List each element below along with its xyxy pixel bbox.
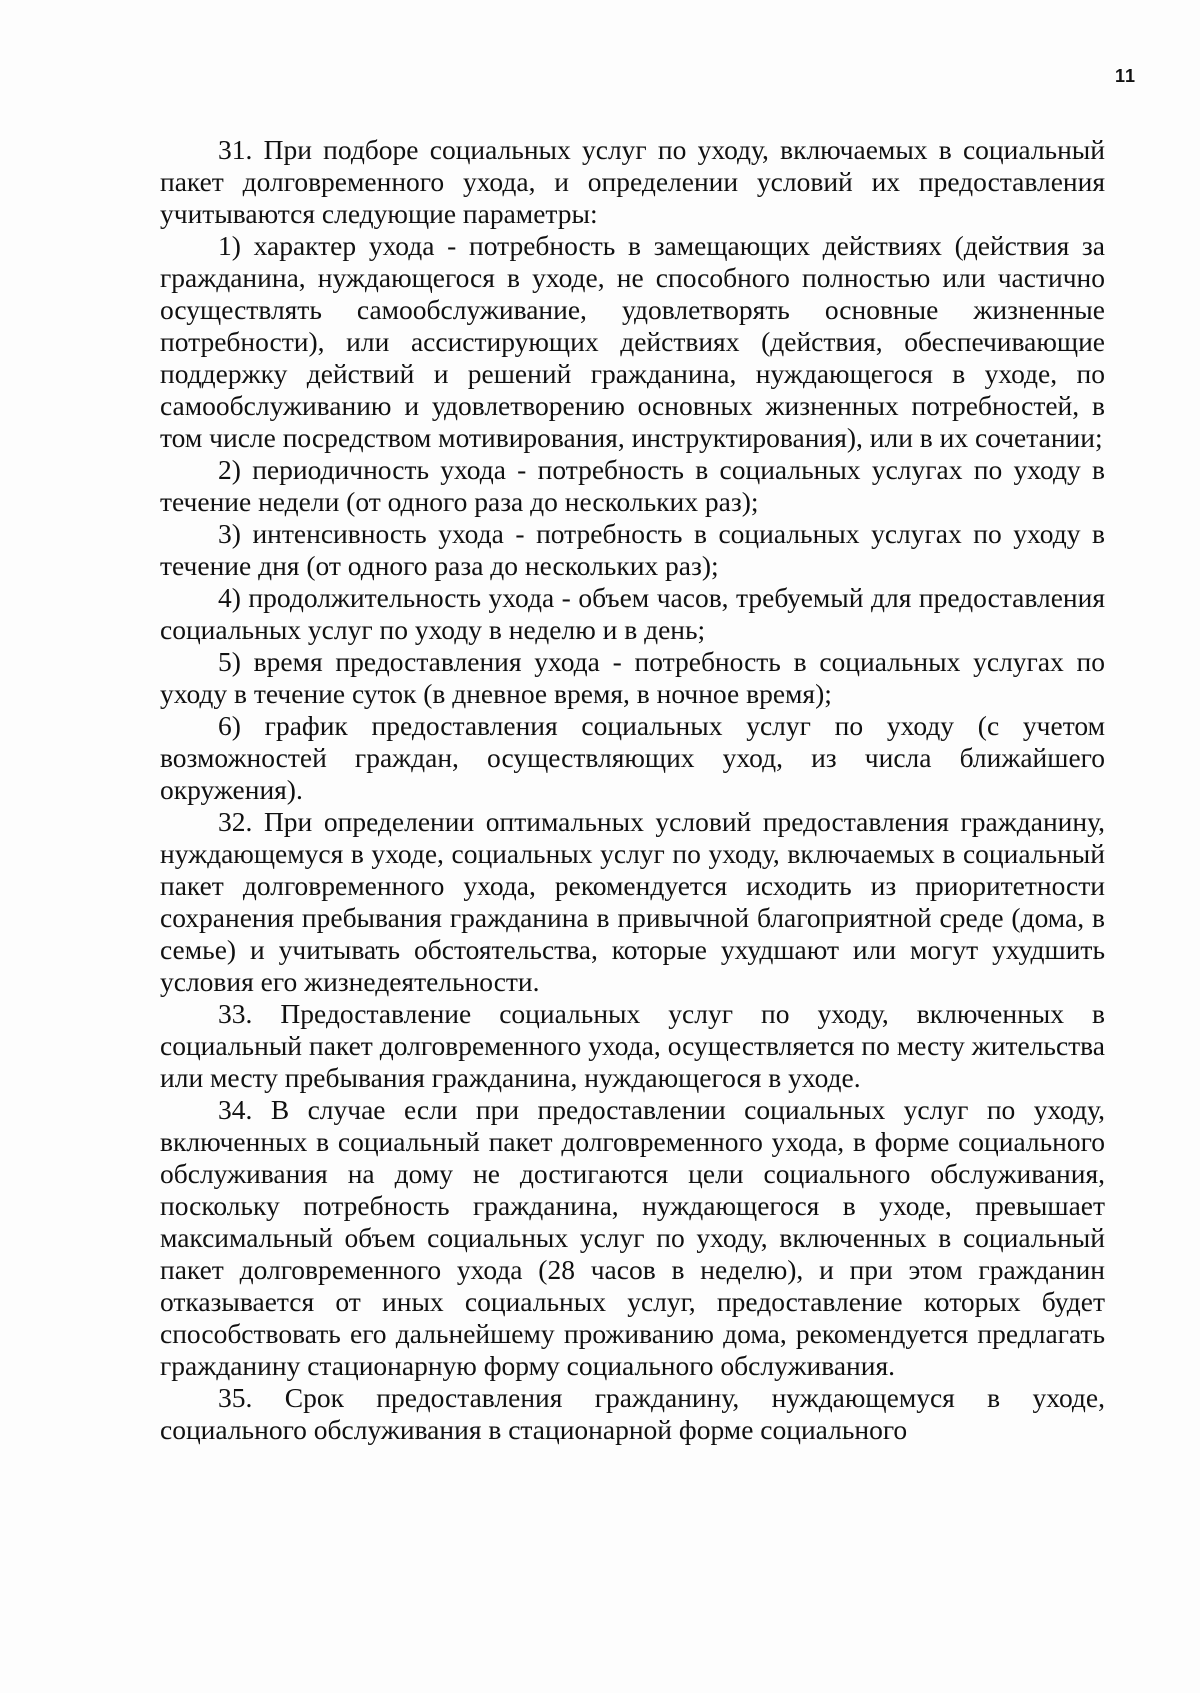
paragraph-31-item-2: 2) периодичность ухода - потребность в социальных услугах по уходу в течение недели (от одного раза до нескольких раз);	[160, 454, 1105, 517]
paragraph-31-item-3: 3) интенсивность ухода - потребность в социальных услугах по уходу в течение дня (от одного раза до нескольких раз);	[160, 518, 1105, 581]
paragraph-33: 33. Предоставление социальных услуг по уходу, включенных в социальный пакет долговременного ухода, осуществляется по месту жительства или месту пребывания гражданина, нуждающегося в уходе.	[160, 998, 1105, 1093]
paragraph-31-item-1: 1) характер ухода - потребность в замещающих действиях (действия за гражданина, нуждающегося в уходе, не способного полностью или частично осуществлять самообслуживание, удовлетворять основные жизненные потребности), или ассистирующих действиях (действия, обеспечивающие поддержку действий и решений гражданина, нуждающегося в уходе, по самообслуживанию и удовлетворению основных жизненных потребностей, в том числе посредством мотивирования, инструктирования), или в их сочетании;	[160, 230, 1105, 453]
paragraph-34: 34. В случае если при предоставлении социальных услуг по уходу, включенных в социальный пакет долговременного ухода, в форме социального обслуживания на дому не достигаются цели социального обслуживания, поскольку потребность гражданина, нуждающегося в уходе, превышает максимальный объем социальных услуг по уходу, включенных в социальный пакет долговременного ухода (28 часов в неделю), и при этом гражданин отказывается от иных социальных услуг, предоставление которых будет способствовать его дальнейшему проживанию дома, рекомендуется предлагать гражданину стационарную форму социального обслуживания.	[160, 1094, 1105, 1381]
document-body	[160, 134, 1105, 1446]
page-number: 11	[1114, 66, 1136, 86]
paragraph-35: 35. Срок предоставления гражданину, нуждающемуся в уходе, социального обслуживания в стационарной форме социального	[160, 1382, 1105, 1445]
paragraph-31-item-5: 5) время предоставления ухода - потребность в социальных услугах по уходу в течение суток (в дневное время, в ночное время);	[160, 646, 1105, 709]
paragraph-32: 32. При определении оптимальных условий предоставления гражданину, нуждающемуся в уходе, социальных услуг по уходу, включаемых в социальный пакет долговременного ухода, рекомендуется исходить из приоритетности сохранения пребывания гражданина в привычной благоприятной среде (дома, в семье) и учитывать обстоятельства, которые ухудшают или могут ухудшить условия его жизнедеятельности.	[160, 806, 1105, 997]
paragraph-31: 31. При подборе социальных услуг по уходу, включаемых в социальный пакет долговременного ухода, и определении условий их предоставления учитываются следующие параметры:	[160, 134, 1105, 229]
paragraph-31-item-6: 6) график предоставления социальных услуг по уходу (с учетом возможностей граждан, осуществляющих уход, из числа ближайшего окружения).	[160, 710, 1105, 805]
paragraph-31-item-4: 4) продолжительность ухода - объем часов, требуемый для предоставления социальных услуг по уходу в неделю и в день;	[160, 582, 1105, 645]
